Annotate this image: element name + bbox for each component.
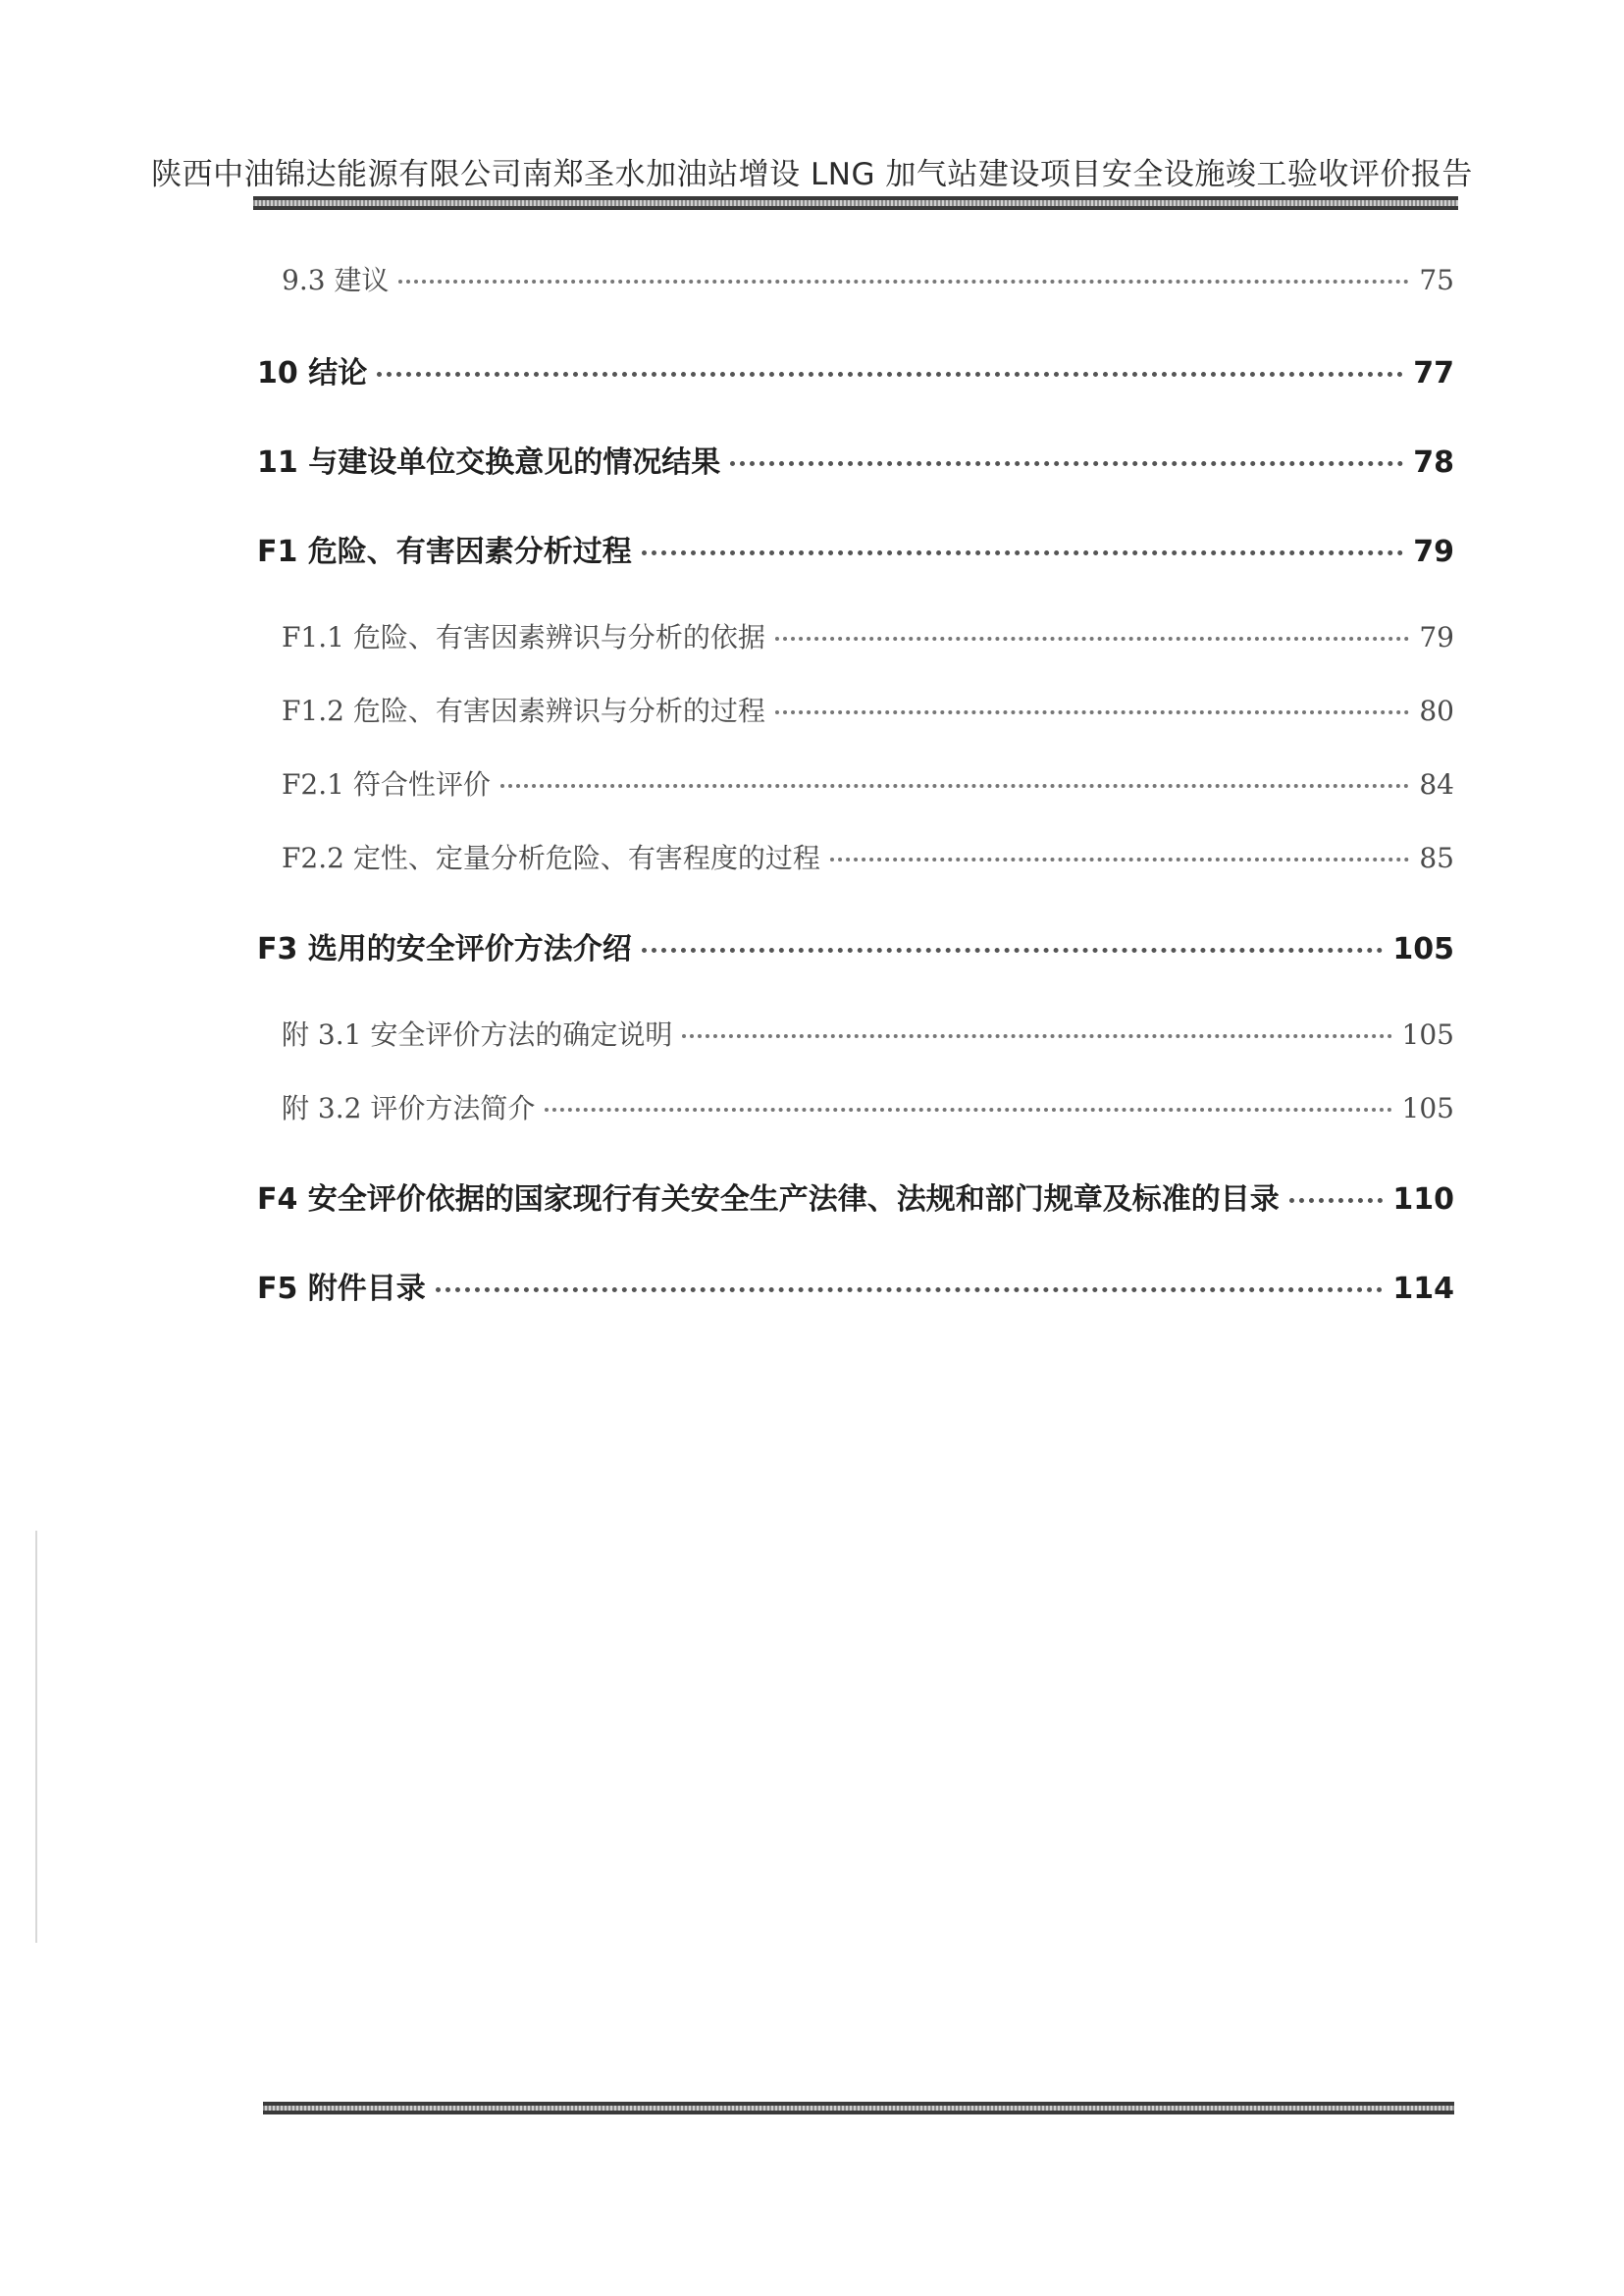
- toc-entry-page: 84: [1419, 768, 1454, 801]
- toc-dot-leader: [775, 710, 1410, 714]
- toc-entry-page: 105: [1392, 932, 1454, 966]
- toc-entry[interactable]: [257, 438, 1454, 481]
- toc-dot-leader: [436, 1287, 1384, 1292]
- toc-dot-leader: [830, 858, 1409, 861]
- toc-dot-leader: [1289, 1198, 1384, 1203]
- toc-dot-leader: [730, 461, 1403, 466]
- toc-entry-label: F3 选用的安全评价方法介绍: [257, 932, 632, 966]
- toc-entry-label: F2.2 定性、定量分析危险、有害程度的过程: [282, 842, 820, 874]
- toc-entry[interactable]: [257, 1174, 1454, 1218]
- toc-entry-label: F1.1 危险、有害因素辨识与分析的依据: [282, 621, 765, 653]
- toc-entry-label: F1 危险、有害因素分析过程: [257, 535, 632, 569]
- toc-entry-page: 114: [1392, 1272, 1454, 1306]
- footer-rule: [263, 2102, 1454, 2114]
- toc-entry-page: 75: [1419, 264, 1454, 296]
- toc-entry-page: 79: [1419, 621, 1454, 653]
- toc-entry[interactable]: [282, 763, 1454, 803]
- toc-entry-page: 77: [1413, 356, 1454, 391]
- toc-entry[interactable]: [282, 259, 1454, 298]
- toc-entry-label: F4 安全评价依据的国家现行有关安全生产法律、法规和部门规章及标准的目录: [257, 1182, 1280, 1217]
- toc-entry[interactable]: [282, 616, 1454, 655]
- toc-entry-page: 85: [1419, 842, 1454, 874]
- toc-dot-leader: [377, 372, 1403, 377]
- toc-entry-label: F2.1 符合性评价: [282, 768, 491, 801]
- toc-dot-leader: [642, 550, 1403, 555]
- toc-entry-page: 79: [1413, 535, 1454, 569]
- toc-dot-leader: [682, 1034, 1391, 1038]
- toc-entry-page: 110: [1392, 1182, 1454, 1217]
- toc-entry-label: F1.2 危险、有害因素辨识与分析的过程: [282, 695, 765, 727]
- toc-entry-page: 78: [1413, 445, 1454, 480]
- toc-entry-label: 附 3.1 安全评价方法的确定说明: [282, 1018, 673, 1051]
- toc-entry[interactable]: [282, 1014, 1454, 1053]
- toc-entry-label: 9.3 建议: [282, 264, 390, 296]
- toc-dot-leader: [775, 637, 1410, 641]
- toc-entry-label: 11 与建设单位交换意见的情况结果: [257, 445, 721, 480]
- toc-entry-page: 105: [1401, 1092, 1454, 1124]
- toc-entry[interactable]: [257, 527, 1454, 570]
- toc-entry[interactable]: [257, 924, 1454, 967]
- toc-dot-leader: [500, 784, 1410, 788]
- toc-entry[interactable]: [257, 1264, 1454, 1307]
- toc-entry[interactable]: [257, 348, 1454, 391]
- toc-entry[interactable]: [282, 837, 1454, 876]
- toc-entry-label: 附 3.2 评价方法简介: [282, 1092, 536, 1124]
- toc-entry[interactable]: [282, 1087, 1454, 1126]
- toc-entry-page: 105: [1401, 1018, 1454, 1051]
- toc-dot-leader: [545, 1108, 1391, 1112]
- toc-dot-leader: [398, 280, 1409, 284]
- page-header: 陕西中油锦达能源有限公司南郑圣水加油站增设 LNG 加气站建设项目安全设施竣工验收评价报告: [151, 157, 1473, 192]
- toc-entry-page: 80: [1419, 695, 1454, 727]
- toc-entry-label: F5 附件目录: [257, 1272, 426, 1306]
- toc-entry[interactable]: [282, 690, 1454, 729]
- toc-entry-label: 10 结论: [257, 356, 368, 391]
- toc-dot-leader: [642, 948, 1384, 953]
